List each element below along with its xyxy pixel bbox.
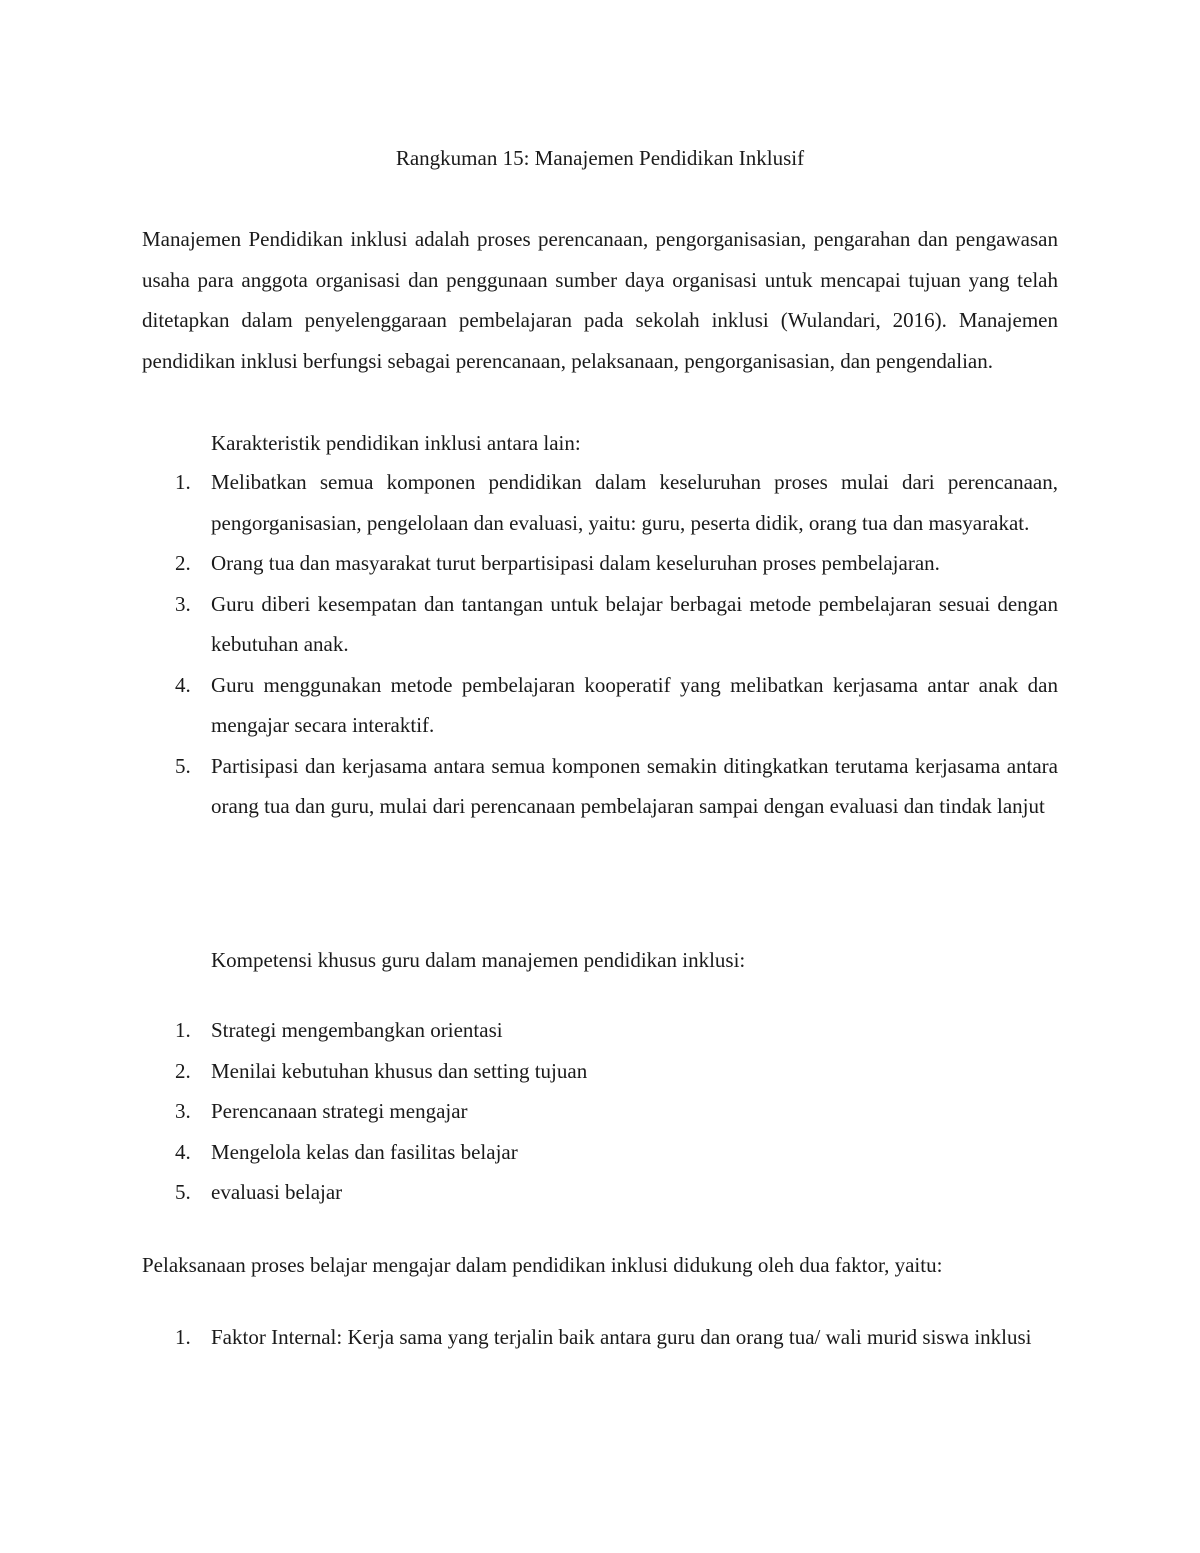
list-item [142, 462, 1058, 543]
list-item [142, 543, 1058, 584]
list-number: 3. [175, 1099, 191, 1123]
list-item [142, 1051, 1058, 1092]
faktor-list [142, 1317, 1058, 1358]
list-number: 2. [175, 551, 191, 575]
list-number: 1. [175, 1325, 191, 1349]
kompetensi-list [142, 1010, 1058, 1213]
list-item-text: evaluasi belajar [211, 1180, 343, 1204]
karakteristik-list [142, 462, 1058, 827]
list-item-text: Guru diberi kesempatan dan tantangan untuk belajar berbagai metode pembelajaran sesuai dengan kebutuhan anak. [211, 591, 1058, 656]
kompetensi-heading: Kompetensi khusus guru dalam manajemen pendidikan inklusi: [211, 948, 746, 972]
list-number: 2. [175, 1058, 191, 1083]
list-item [142, 665, 1058, 746]
list-item-text: Partisipasi dan kerjasama antara semua komponen semakin ditingkatkan terutama kerjasama antara orang tua dan guru, mulai dari perencanaan pembelajaran sampai dengan evaluasi dan tindak lanjut [211, 753, 1058, 818]
list-item-text: Mengelola kelas dan fasilitas belajar [211, 1139, 518, 1164]
document-title: Rangkuman 15: Manajemen Pendidikan Inklusif [395, 146, 805, 170]
list-item [142, 1010, 1058, 1051]
list-item-text: Menilai kebutuhan khusus dan setting tujuan [211, 1058, 588, 1083]
list-item [142, 1172, 1058, 1213]
list-number: 3. [175, 591, 191, 616]
list-item-text: Melibatkan semua komponen pendidikan dalam keseluruhan proses mulai dari perencanaan, pengorganisasian, pengelolaan dan evaluasi, yaitu: guru, peserta didik, orang tua dan masyarakat. [211, 470, 1058, 535]
intro-paragraph: Manajemen Pendidikan inklusi adalah proses perencanaan, pengorganisasian, pengarahan dan pengawasan usaha para anggota organisasi dan penggunaan sumber daya organisasi untuk mencapai tujuan yang telah ditetapkan dalam penyelenggaraan pembelajaran pada sekolah inklusi (Wulandari, 2016). Manajemen pendidikan inklusi berfungsi sebagai perencanaan, pelaksanaan, pengorganisasian, dan pengendalian. [142, 227, 1058, 373]
list-number: 5. [175, 1180, 191, 1204]
list-item [142, 1091, 1058, 1132]
list-number: 4. [175, 672, 191, 697]
list-item-text: Faktor Internal: Kerja sama yang terjalin baik antara guru dan orang tua/ wali murid siswa inklusi [211, 1325, 1032, 1349]
pelaksanaan-paragraph: Pelaksanaan proses belajar mengajar dalam pendidikan inklusi didukung oleh dua faktor, yaitu: [142, 1253, 943, 1277]
list-item-text: Perencanaan strategi mengajar [211, 1099, 468, 1123]
list-number: 5. [175, 753, 191, 778]
list-item-text: Strategi mengembangkan orientasi [211, 1018, 503, 1042]
list-item-text: Orang tua dan masyarakat turut berpartisipasi dalam keseluruhan proses pembelajaran. [211, 551, 940, 575]
list-number: 4. [175, 1139, 191, 1164]
list-item [142, 1317, 1058, 1358]
list-item [142, 746, 1058, 827]
list-number: 1. [175, 470, 191, 494]
list-item [142, 584, 1058, 665]
list-number: 1. [175, 1018, 191, 1042]
list-item [142, 1132, 1058, 1173]
karakteristik-heading: Karakteristik pendidikan inklusi antara lain: [211, 431, 581, 455]
list-item-text: Guru menggunakan metode pembelajaran kooperatif yang melibatkan kerjasama antar anak dan mengajar secara interaktif. [211, 672, 1058, 737]
